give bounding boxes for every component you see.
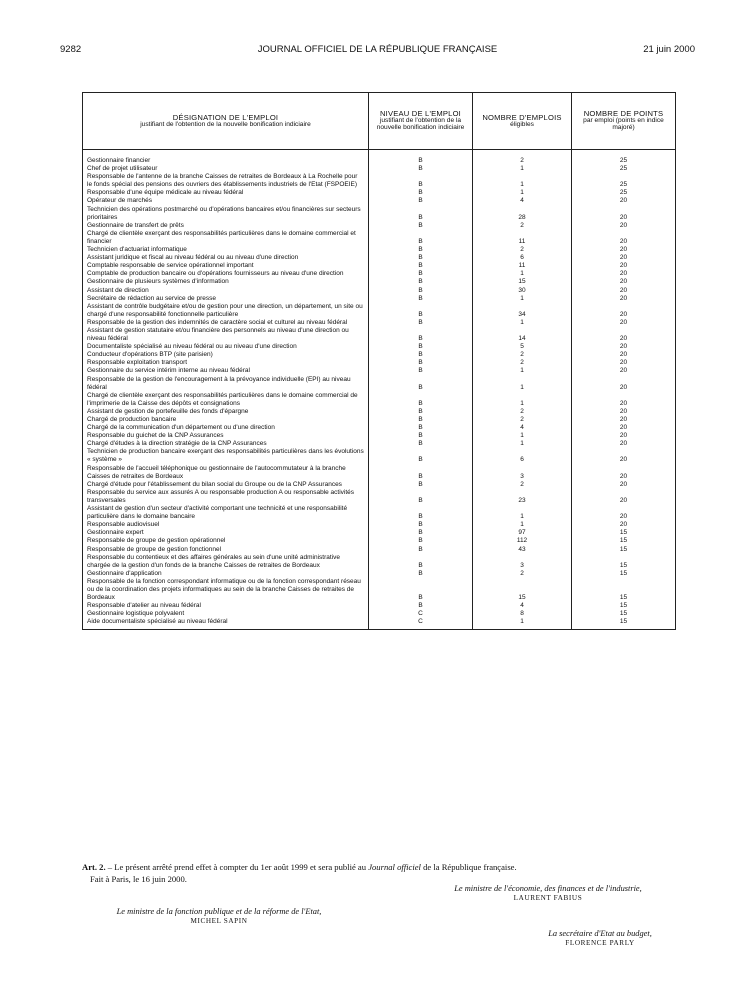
designation-cell: Technicien d'actuariat informatique ..... bbox=[83, 246, 369, 254]
points-cell: 20 bbox=[572, 270, 676, 278]
points-cell: 20 bbox=[572, 222, 676, 230]
table-row bbox=[83, 392, 676, 408]
count-cell: 23 bbox=[473, 489, 572, 505]
level-cell: B bbox=[369, 570, 473, 578]
table-body bbox=[83, 150, 676, 630]
points-cell: 15 bbox=[572, 529, 676, 537]
count-cell: 2 bbox=[473, 570, 572, 578]
count-cell: 1 bbox=[473, 392, 572, 408]
table-row bbox=[83, 278, 676, 286]
publication-date: 21 juin 2000 bbox=[643, 44, 695, 55]
count-cell: 112 bbox=[473, 537, 572, 545]
points-cell: 25 bbox=[572, 165, 676, 173]
table-row bbox=[83, 287, 676, 295]
level-cell: B bbox=[369, 554, 473, 570]
level-cell: B bbox=[369, 197, 473, 205]
designation-cell: Responsable du contentieux et des affaires générales au sein d'une unité administrative chargée de la gestion d'un fonds de la branche Caisses de retraites de Bordeaux ..... bbox=[83, 554, 369, 570]
points-cell: 15 bbox=[572, 570, 676, 578]
designation-cell: Conducteur d'opérations BTP (site parisien) ..... bbox=[83, 351, 369, 359]
level-cell: B bbox=[369, 602, 473, 610]
designation-cell: Responsable exploitation transport ..... bbox=[83, 359, 369, 367]
points-cell: 20 bbox=[572, 448, 676, 464]
level-cell: B bbox=[369, 521, 473, 529]
designation-cell: Gestionnaire financier ..... bbox=[83, 150, 369, 166]
points-cell: 20 bbox=[572, 367, 676, 375]
designation-cell: Gestionnaire expert ..... bbox=[83, 529, 369, 537]
count-cell: 1 bbox=[473, 295, 572, 303]
count-cell: 15 bbox=[473, 578, 572, 602]
table-row bbox=[83, 529, 676, 537]
table-row bbox=[83, 416, 676, 424]
table-row bbox=[83, 359, 676, 367]
designation-cell: Assistant juridique et fiscal au niveau fédéral ou au niveau d'une direction ..... bbox=[83, 254, 369, 262]
points-cell: 20 bbox=[572, 432, 676, 440]
signing-place-date: Fait à Paris, le 16 juin 2000. bbox=[90, 874, 187, 884]
count-cell: 3 bbox=[473, 554, 572, 570]
table-row bbox=[83, 578, 676, 602]
level-cell: B bbox=[369, 505, 473, 521]
level-cell: B bbox=[369, 206, 473, 222]
designation-cell: Gestionnaire de transfert de prêts ..... bbox=[83, 222, 369, 230]
column-header-nombre-emplois: NOMBRE D'EMPLOIS éligibles bbox=[473, 93, 572, 150]
designation-cell: Responsable audiovisuel ..... bbox=[83, 521, 369, 529]
article-2 bbox=[82, 861, 682, 874]
points-cell: 20 bbox=[572, 278, 676, 286]
table-row bbox=[83, 165, 676, 173]
table-row bbox=[83, 465, 676, 481]
table-row bbox=[83, 189, 676, 197]
designation-cell: Gestionnaire d'application ..... bbox=[83, 570, 369, 578]
count-cell: 4 bbox=[473, 424, 572, 432]
count-cell: 8 bbox=[473, 610, 572, 618]
level-cell: B bbox=[369, 319, 473, 327]
level-cell: B bbox=[369, 529, 473, 537]
designation-cell: Assistant de gestion statutaire et/ou financière des personnels au niveau d'une direction ou niveau fédéral ..... bbox=[83, 327, 369, 343]
table-row bbox=[83, 489, 676, 505]
points-cell: 20 bbox=[572, 262, 676, 270]
column-header-designation: DÉSIGNATION DE L'EMPLOI justifiant de l'obtention de la nouvelle bonification indiciaire bbox=[83, 93, 369, 150]
column-header-nombre-points: NOMBRE DE POINTS par emploi (points en indice majoré) bbox=[572, 93, 676, 150]
designation-cell: Responsable du service aux assurés A ou responsable production A ou responsable activités transversales ..... bbox=[83, 489, 369, 505]
level-cell: C bbox=[369, 610, 473, 618]
signatory-name: FLORENCE PARLY bbox=[565, 939, 635, 947]
level-cell: B bbox=[369, 432, 473, 440]
level-cell: B bbox=[369, 230, 473, 246]
level-cell: B bbox=[369, 408, 473, 416]
designation-cell: Opérateur de marchés ..... bbox=[83, 197, 369, 205]
count-cell: 1 bbox=[473, 319, 572, 327]
count-cell: 6 bbox=[473, 254, 572, 262]
points-cell: 15 bbox=[572, 578, 676, 602]
designation-cell: Gestionnaire de plusieurs systèmes d'information ..... bbox=[83, 278, 369, 286]
signatory-name: MICHEL SAPIN bbox=[190, 917, 248, 925]
table-row bbox=[83, 505, 676, 521]
level-cell: B bbox=[369, 489, 473, 505]
count-cell: 1 bbox=[473, 189, 572, 197]
level-cell: B bbox=[369, 440, 473, 448]
designation-cell: Responsable de la gestion des indemnités de caractère social et culturel au niveau fédéral ..... bbox=[83, 319, 369, 327]
table-row bbox=[83, 481, 676, 489]
table-header-row bbox=[83, 93, 676, 150]
designation-cell: Aide documentaliste spécialisé au niveau fédéral ..... bbox=[83, 618, 369, 630]
designation-cell: Secrétaire de rédaction au service de presse ..... bbox=[83, 295, 369, 303]
points-cell: 20 bbox=[572, 295, 676, 303]
page-header bbox=[60, 44, 695, 58]
table-row bbox=[83, 610, 676, 618]
level-cell: B bbox=[369, 246, 473, 254]
points-cell: 25 bbox=[572, 150, 676, 166]
level-cell: B bbox=[369, 173, 473, 189]
article-label: Art. 2. bbox=[82, 862, 106, 872]
count-cell: 1 bbox=[473, 618, 572, 630]
count-cell: 2 bbox=[473, 351, 572, 359]
level-cell: B bbox=[369, 278, 473, 286]
level-cell: B bbox=[369, 222, 473, 230]
level-cell: B bbox=[369, 287, 473, 295]
level-cell: B bbox=[369, 165, 473, 173]
designation-cell: Assistant de contrôle budgétaire et/ou de gestion pour une direction, un département, un site ou chargé d'une responsabilité fonctionnelle particulière ..... bbox=[83, 303, 369, 319]
table-row bbox=[83, 262, 676, 270]
table-row bbox=[83, 295, 676, 303]
count-cell: 2 bbox=[473, 416, 572, 424]
count-cell: 2 bbox=[473, 246, 572, 254]
signature-minister-public-service bbox=[74, 907, 364, 925]
bonification-table bbox=[82, 92, 676, 630]
designation-cell: Technicien de production bancaire exerçant des responsabilités particulières dans les évolutions « système » ..... bbox=[83, 448, 369, 464]
designation-cell: Assistant de gestion d'un secteur d'activité comportant une technicité et une responsabilité particulière dans le domaine bancaire ..... bbox=[83, 505, 369, 521]
signatory-name: LAURENT FABIUS bbox=[513, 894, 583, 902]
table-row bbox=[83, 546, 676, 554]
signature-secretary-budget bbox=[520, 929, 680, 947]
count-cell: 1 bbox=[473, 505, 572, 521]
level-cell: B bbox=[369, 578, 473, 602]
points-cell: 15 bbox=[572, 537, 676, 545]
count-cell: 11 bbox=[473, 230, 572, 246]
table-row bbox=[83, 254, 676, 262]
article-text-end: de la République française. bbox=[420, 862, 517, 872]
points-cell: 20 bbox=[572, 303, 676, 319]
count-cell: 2 bbox=[473, 359, 572, 367]
designation-cell: Responsable de la fonction correspondant informatique ou de la fonction correspondant réseau ou de la coordination des projets informatiques au sein de la branche Caisses de retraites de Bordeaux ..... bbox=[83, 578, 369, 602]
count-cell: 6 bbox=[473, 448, 572, 464]
points-cell: 15 bbox=[572, 602, 676, 610]
table-row bbox=[83, 222, 676, 230]
points-cell: 15 bbox=[572, 546, 676, 554]
count-cell: 97 bbox=[473, 529, 572, 537]
article-text: – Le présent arrêté prend effet à compter du 1er août 1999 et sera publié au bbox=[105, 862, 369, 872]
count-cell: 43 bbox=[473, 546, 572, 554]
designation-cell: Chargé de clientèle exerçant des responsabilités particulières dans le domaine commercial de l'imprimerie de la Caisse des dépôts et consignations ..... bbox=[83, 392, 369, 408]
level-cell: B bbox=[369, 424, 473, 432]
points-cell: 20 bbox=[572, 287, 676, 295]
table-row bbox=[83, 270, 676, 278]
table-row bbox=[83, 554, 676, 570]
points-cell: 20 bbox=[572, 392, 676, 408]
level-cell: B bbox=[369, 537, 473, 545]
designation-cell: Chargé de clientèle exerçant des responsabilités particulières dans le domaine commercial et financier ..... bbox=[83, 230, 369, 246]
designation-cell: Comptable responsable de service opérationnel important ..... bbox=[83, 262, 369, 270]
table-row bbox=[83, 319, 676, 327]
level-cell: B bbox=[369, 270, 473, 278]
designation-cell: Comptable de production bancaire ou d'opérations fournisseurs au niveau d'une direction ..... bbox=[83, 270, 369, 278]
count-cell: 1 bbox=[473, 521, 572, 529]
level-cell: B bbox=[369, 351, 473, 359]
designation-cell: Documentaliste spécialisé au niveau fédéral ou au niveau d'une direction ..... bbox=[83, 343, 369, 351]
designation-cell: Responsable de l'accueil téléphonique ou gestionnaire de l'autocommutateur à la branche Caisses de retraites de Bordeaux ..... bbox=[83, 465, 369, 481]
designation-cell: Responsable du guichet de la CNP Assurances ..... bbox=[83, 432, 369, 440]
points-cell: 20 bbox=[572, 319, 676, 327]
points-cell: 25 bbox=[572, 189, 676, 197]
level-cell: B bbox=[369, 359, 473, 367]
points-cell: 20 bbox=[572, 197, 676, 205]
designation-cell: Gestionnaire du service intérim interne au niveau fédéral ..... bbox=[83, 367, 369, 375]
points-cell: 20 bbox=[572, 440, 676, 448]
count-cell: 28 bbox=[473, 206, 572, 222]
signatory-title: Le ministre de la fonction publique et de la réforme de l'Etat, bbox=[116, 907, 322, 916]
points-cell: 20 bbox=[572, 343, 676, 351]
table-row bbox=[83, 376, 676, 392]
count-cell: 2 bbox=[473, 481, 572, 489]
table-row bbox=[83, 230, 676, 246]
count-cell: 1 bbox=[473, 440, 572, 448]
table-row bbox=[83, 327, 676, 343]
points-cell: 15 bbox=[572, 554, 676, 570]
designation-cell: Technicien des opérations postmarché ou d'opérations bancaires et/ou financières sur secteurs prioritaires ..... bbox=[83, 206, 369, 222]
count-cell: 4 bbox=[473, 602, 572, 610]
level-cell: B bbox=[369, 448, 473, 464]
points-cell: 20 bbox=[572, 489, 676, 505]
designation-cell: Responsable d'atelier au niveau fédéral ..... bbox=[83, 602, 369, 610]
table-row bbox=[83, 432, 676, 440]
level-cell: B bbox=[369, 327, 473, 343]
count-cell: 4 bbox=[473, 197, 572, 205]
level-cell: B bbox=[369, 343, 473, 351]
count-cell: 5 bbox=[473, 343, 572, 351]
table-row bbox=[83, 602, 676, 610]
count-cell: 1 bbox=[473, 270, 572, 278]
level-cell: B bbox=[369, 546, 473, 554]
points-cell: 25 bbox=[572, 173, 676, 189]
designation-cell: Chargé de production bancaire ..... bbox=[83, 416, 369, 424]
table-row bbox=[83, 206, 676, 222]
designation-cell: Assistant de gestion de portefeuille des fonds d'épargne ..... bbox=[83, 408, 369, 416]
count-cell: 1 bbox=[473, 432, 572, 440]
table-row bbox=[83, 570, 676, 578]
points-cell: 15 bbox=[572, 610, 676, 618]
level-cell: B bbox=[369, 295, 473, 303]
count-cell: 1 bbox=[473, 367, 572, 375]
signatory-title: Le ministre de l'économie, des finances et de l'industrie, bbox=[454, 884, 642, 893]
table-row bbox=[83, 246, 676, 254]
designation-cell: Chargé de la communication d'un département ou d'une direction ..... bbox=[83, 424, 369, 432]
designation-cell: Responsable de groupe de gestion fonctionnel ..... bbox=[83, 546, 369, 554]
level-cell: B bbox=[369, 189, 473, 197]
table-row bbox=[83, 424, 676, 432]
designation-cell: Responsable d'une équipe médicale au niveau fédéral ..... bbox=[83, 189, 369, 197]
points-cell: 20 bbox=[572, 359, 676, 367]
designation-cell: Responsable de l'antenne de la branche Caisses de retraites de Bordeaux à La Rochelle pour le fonds spécial des pensions des ouvriers des établissements industriels de l'Etat (FSPOEIE) ..... bbox=[83, 173, 369, 189]
count-cell: 14 bbox=[473, 327, 572, 343]
table-row bbox=[83, 150, 676, 166]
points-cell: 20 bbox=[572, 481, 676, 489]
count-cell: 3 bbox=[473, 465, 572, 481]
table-row bbox=[83, 448, 676, 464]
points-cell: 20 bbox=[572, 465, 676, 481]
count-cell: 1 bbox=[473, 376, 572, 392]
count-cell: 11 bbox=[473, 262, 572, 270]
level-cell: B bbox=[369, 303, 473, 319]
column-header-niveau: NIVEAU DE L'EMPLOI justifiant de l'obtention de la nouvelle bonification indiciaire bbox=[369, 93, 473, 150]
table-row bbox=[83, 618, 676, 630]
table-row bbox=[83, 537, 676, 545]
designation-cell: Chargé d'étude pour l'établissement du bilan social du Groupe ou de la CNP Assurances ..... bbox=[83, 481, 369, 489]
page-number: 9282 bbox=[60, 44, 82, 55]
table-row bbox=[83, 197, 676, 205]
table-row bbox=[83, 367, 676, 375]
count-cell: 30 bbox=[473, 287, 572, 295]
table-row bbox=[83, 351, 676, 359]
count-cell: 2 bbox=[473, 150, 572, 166]
points-cell: 20 bbox=[572, 376, 676, 392]
count-cell: 1 bbox=[473, 165, 572, 173]
points-cell: 20 bbox=[572, 254, 676, 262]
designation-cell: Chargé d'études à la direction stratégie de la CNP Assurances ..... bbox=[83, 440, 369, 448]
points-cell: 20 bbox=[572, 246, 676, 254]
points-cell: 15 bbox=[572, 618, 676, 630]
signature-minister-economy bbox=[408, 884, 688, 902]
table-row bbox=[83, 173, 676, 189]
points-cell: 20 bbox=[572, 351, 676, 359]
level-cell: B bbox=[369, 465, 473, 481]
level-cell: B bbox=[369, 262, 473, 270]
table-row bbox=[83, 408, 676, 416]
points-cell: 20 bbox=[572, 416, 676, 424]
level-cell: B bbox=[369, 150, 473, 166]
count-cell: 15 bbox=[473, 278, 572, 286]
table-row bbox=[83, 521, 676, 529]
table-row bbox=[83, 343, 676, 351]
level-cell: B bbox=[369, 376, 473, 392]
points-cell: 20 bbox=[572, 230, 676, 246]
signatory-title: La secrétaire d'Etat au budget, bbox=[548, 929, 652, 938]
count-cell: 1 bbox=[473, 173, 572, 189]
designation-cell: Gestionnaire logistique polyvalent ..... bbox=[83, 610, 369, 618]
designation-cell: Responsable de la gestion de l'encouragement à la prévoyance individuelle (EPI) au niveau fédéral ..... bbox=[83, 376, 369, 392]
article-journal: Journal officiel bbox=[368, 862, 421, 872]
count-cell: 2 bbox=[473, 222, 572, 230]
level-cell: B bbox=[369, 254, 473, 262]
level-cell: B bbox=[369, 392, 473, 408]
table-row bbox=[83, 440, 676, 448]
points-cell: 20 bbox=[572, 206, 676, 222]
points-cell: 20 bbox=[572, 424, 676, 432]
level-cell: C bbox=[369, 618, 473, 630]
designation-cell: Assistant de direction ..... bbox=[83, 287, 369, 295]
level-cell: B bbox=[369, 481, 473, 489]
points-cell: 20 bbox=[572, 408, 676, 416]
points-cell: 20 bbox=[572, 521, 676, 529]
journal-title: JOURNAL OFFICIEL DE LA RÉPUBLIQUE FRANÇAISE bbox=[257, 44, 498, 55]
points-cell: 20 bbox=[572, 327, 676, 343]
level-cell: B bbox=[369, 367, 473, 375]
count-cell: 2 bbox=[473, 408, 572, 416]
designation-cell: Chef de projet utilisateur ..... bbox=[83, 165, 369, 173]
level-cell: B bbox=[369, 416, 473, 424]
table-row bbox=[83, 303, 676, 319]
designation-cell: Responsable de groupe de gestion opérationnel ..... bbox=[83, 537, 369, 545]
count-cell: 34 bbox=[473, 303, 572, 319]
points-cell: 20 bbox=[572, 505, 676, 521]
